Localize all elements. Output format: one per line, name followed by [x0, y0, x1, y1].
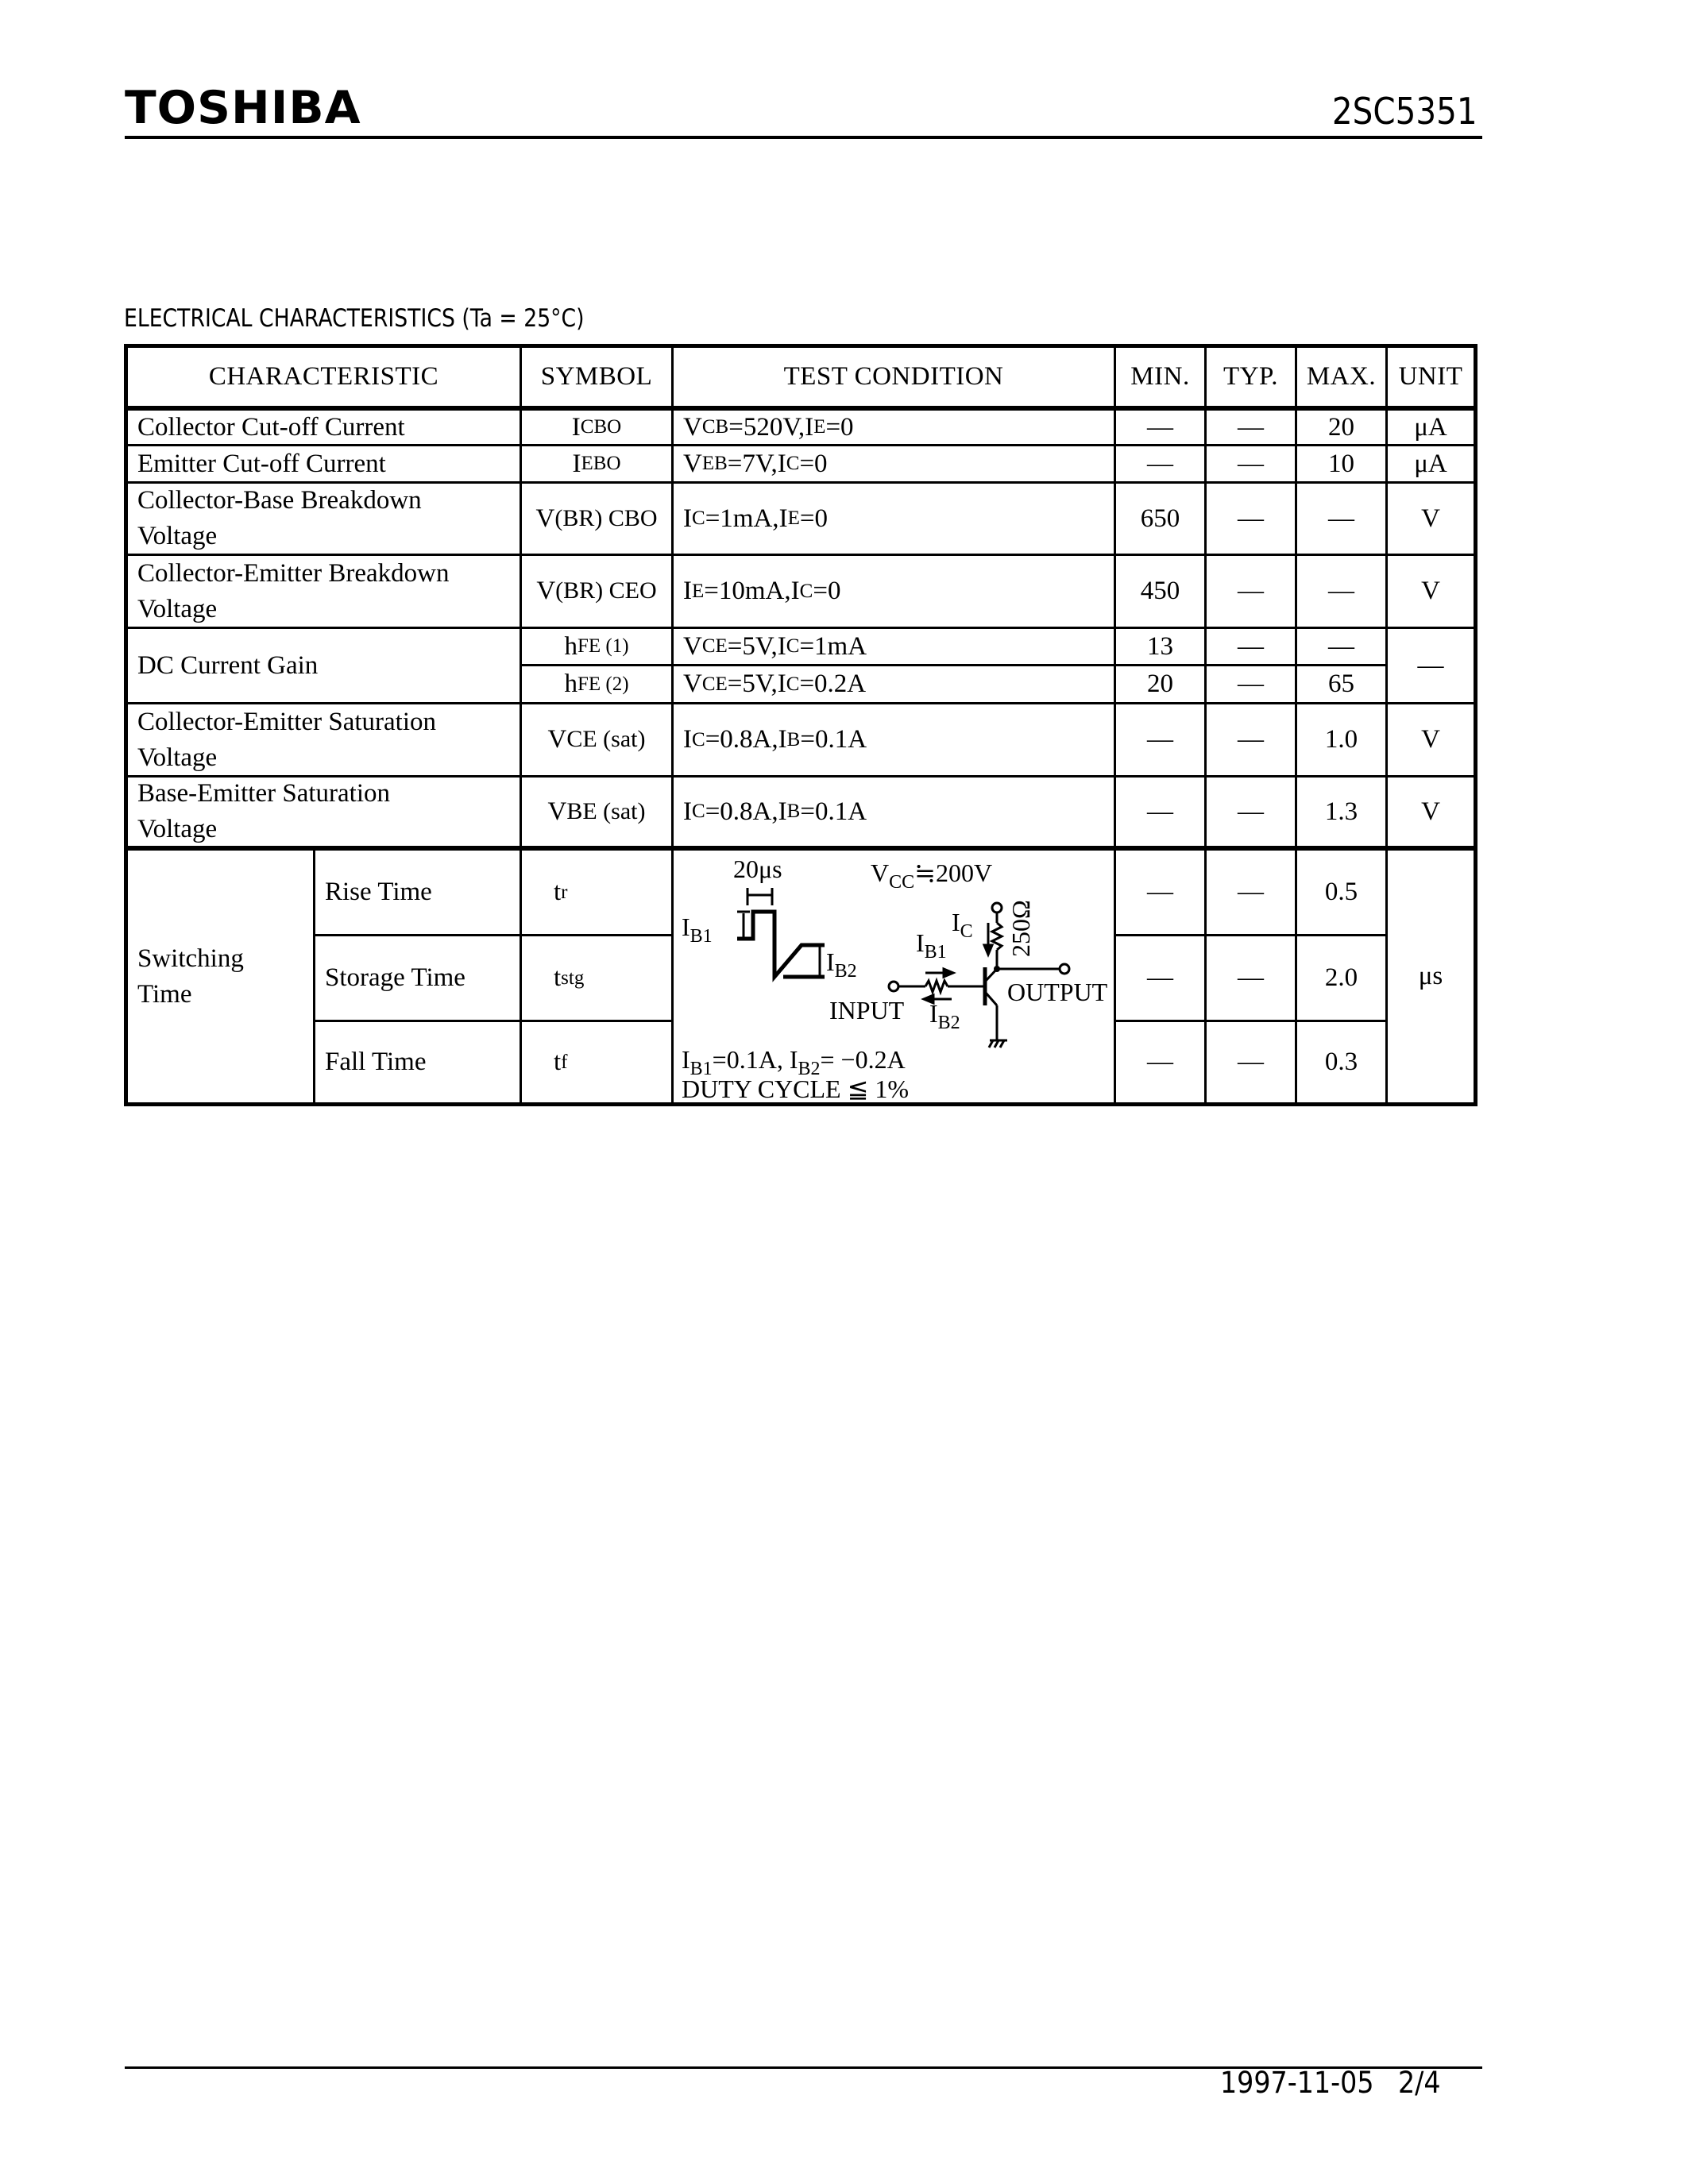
col-header-characteristic: CHARACTERISTIC [208, 362, 439, 392]
col-header-min: MIN. [1130, 362, 1190, 392]
brand-logo: TOSHIBA [125, 82, 361, 134]
characteristic-cell: Collector-Emitter Breakdown Voltage [137, 558, 450, 623]
ib1-wave-label: $I_{B1}$ [682, 913, 713, 947]
header-rule [125, 136, 1482, 139]
min-cell: — [1147, 1048, 1173, 1077]
min-cell: — [1147, 725, 1173, 754]
ib1-circuit-label: $I_{B1}$ [916, 928, 947, 963]
ib2-wave-label: $I_{B2}$ [826, 947, 857, 982]
characteristic-cell: Emitter Cut-off Current [137, 449, 386, 478]
max-cell: 20 [1328, 412, 1354, 442]
typ-cell: — [1238, 797, 1264, 826]
max-cell: 65 [1328, 669, 1354, 699]
max-cell: 0.3 [1324, 1048, 1358, 1077]
min-cell: — [1147, 412, 1173, 442]
typ-cell: — [1238, 449, 1264, 478]
symbol-cell: h FE (1) [564, 631, 629, 661]
condition-cell: I E =10mA, I C =0 [683, 577, 841, 606]
sub-characteristic-cell: Storage Time [325, 963, 465, 993]
output-label: OUTPUT [1007, 978, 1108, 1006]
section-title: ELECTRICAL CHARACTERISTICS (Ta = 25°C) [124, 304, 585, 333]
max-cell: — [1328, 631, 1354, 661]
col-header-symbol: SYMBOL [540, 362, 653, 392]
typ-cell: — [1238, 1048, 1264, 1077]
max-cell: — [1328, 504, 1354, 533]
characteristic-cell: Base-Emitter Saturation Voltage [137, 779, 390, 843]
condition-cell: I C =1mA, I E =0 [683, 504, 828, 533]
characteristic-cell: Collector-Base Breakdown Voltage [137, 486, 422, 550]
switching-test-circuit-diagram [674, 850, 1114, 1105]
max-cell: 1.0 [1324, 725, 1358, 754]
unit-cell: μA [1414, 412, 1447, 442]
condition-cell: V CB =520V, I E =0 [683, 412, 854, 442]
typ-cell: — [1238, 412, 1264, 442]
max-cell: 0.5 [1324, 878, 1358, 907]
col-header-test-condition: TEST CONDITION [783, 362, 1004, 392]
characteristic-cell: DC Current Gain [137, 650, 319, 680]
switching-condition-line2: DUTY CYCLE ≦ 1% [682, 1075, 910, 1103]
sub-characteristic-cell: Rise Time [325, 878, 432, 907]
footer-page-number: 2/4 [1398, 2066, 1441, 2100]
min-cell: 450 [1140, 577, 1180, 606]
ib1-amplitude-arrow-icon [737, 912, 750, 937]
condition-cell: V CE =5V, I C =0.2A [683, 669, 867, 699]
min-cell: 650 [1140, 504, 1180, 533]
max-cell: 10 [1328, 449, 1354, 478]
switching-condition-line1: $I_{B1}=0.1A$, $I_{B2}= -0.2A$ [682, 1045, 906, 1079]
col-header-unit: UNIT [1398, 362, 1463, 392]
condition-cell: V EB =7V, I C =0 [683, 449, 828, 478]
symbol-cell: V (BR) CEO [536, 577, 657, 606]
ic-label: $I_C$ [952, 908, 973, 942]
typ-cell: — [1238, 963, 1264, 993]
pulse-waveform-icon [737, 912, 825, 977]
typ-cell: — [1238, 669, 1264, 699]
part-number: 2SC5351 [1332, 90, 1477, 133]
junction-dot-icon [994, 966, 1000, 972]
characteristic-cell: Collector Cut-off Current [137, 412, 405, 442]
typ-cell: — [1238, 878, 1264, 907]
symbol-cell: t f [554, 1048, 568, 1077]
col-header-max: MAX. [1306, 362, 1377, 392]
condition-cell: I C =0.8A, I B =0.1A [683, 725, 867, 754]
min-cell: — [1147, 963, 1173, 993]
pulse-width-arrow-icon [747, 888, 772, 905]
typ-cell: — [1238, 577, 1264, 606]
typ-cell: — [1238, 631, 1264, 661]
condition-cell: V CE =5V, I C =1mA [683, 631, 867, 661]
unit-cell: V [1421, 504, 1440, 533]
unit-cell: V [1421, 725, 1440, 754]
characteristic-cell: Switching Time [137, 943, 244, 1009]
symbol-cell: I CBO [571, 412, 622, 442]
characteristic-cell: Collector-Emitter Saturation Voltage [137, 707, 436, 772]
max-cell: — [1328, 577, 1354, 606]
max-cell: 1.3 [1324, 797, 1358, 826]
condition-cell: I C =0.8A, I B =0.1A [683, 797, 867, 826]
symbol-cell: V (BR) CBO [535, 504, 658, 533]
unit-cell: — [1417, 650, 1444, 680]
vcc-label: $V_{CC}≒200V$ [871, 859, 993, 893]
unit-cell: μA [1414, 449, 1447, 478]
circuit-wiring [889, 903, 1069, 1048]
symbol-cell: V CE (sat) [547, 725, 646, 754]
min-cell: — [1147, 797, 1173, 826]
unit-cell: V [1421, 577, 1440, 606]
typ-cell: — [1238, 725, 1264, 754]
unit-cell: V [1421, 797, 1440, 826]
pulse-width-label: 20μs [733, 855, 782, 883]
col-header-typ: TYP. [1223, 362, 1278, 392]
typ-cell: — [1238, 504, 1264, 533]
symbol-cell: I EBO [572, 449, 621, 478]
unit-cell: μs [1418, 962, 1443, 991]
min-cell: — [1147, 878, 1173, 907]
sub-characteristic-cell: Fall Time [325, 1048, 427, 1077]
load-resistor-label: 250Ω [1006, 900, 1035, 957]
symbol-cell: t r [554, 878, 568, 907]
max-cell: 2.0 [1324, 963, 1358, 993]
ib2-circuit-label: $I_{B2}$ [929, 999, 960, 1033]
footer-date: 1997-11-05 [1220, 2066, 1374, 2100]
input-label: INPUT [829, 996, 905, 1024]
symbol-cell: t stg [554, 963, 585, 993]
min-cell: 20 [1147, 669, 1173, 699]
min-cell: — [1147, 449, 1173, 478]
symbol-cell: h FE (2) [564, 669, 629, 699]
min-cell: 13 [1147, 631, 1173, 661]
symbol-cell: V BE (sat) [547, 797, 646, 826]
